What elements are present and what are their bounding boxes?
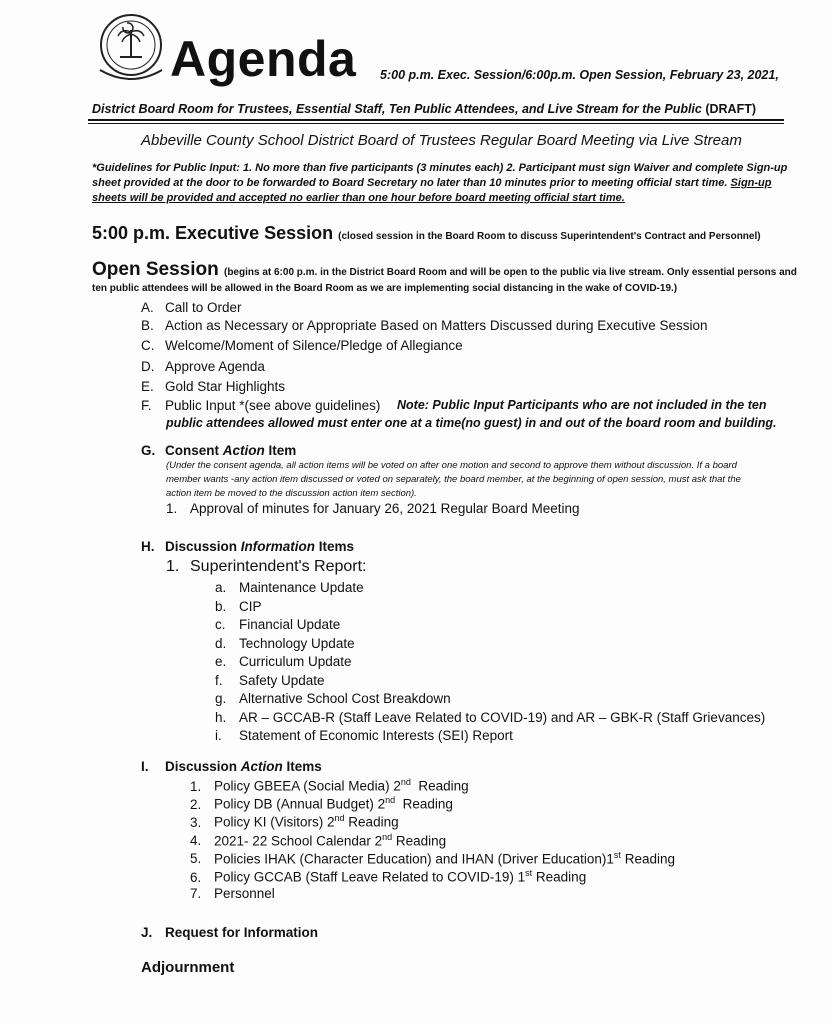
report-item bbox=[215, 654, 352, 669]
action-item-label: Policy KI (Visitors) 2 bbox=[214, 814, 335, 830]
action-item-tail: Reading bbox=[392, 833, 447, 849]
report-item bbox=[215, 636, 355, 651]
agenda-item-label: Public Input *(see above guidelines) bbox=[165, 398, 381, 413]
action-item bbox=[190, 850, 675, 867]
discussion-info-label-pre: Discussion bbox=[165, 539, 241, 554]
meeting-location bbox=[92, 102, 756, 116]
action-item-sup: st bbox=[613, 849, 621, 860]
executive-session-note: (closed session in the Board Room to discuss Superintendent's Contract and Personnel) bbox=[338, 231, 761, 242]
location-text: District Board Room for Trustees, Essential Staff, Ten Public Attendees, and Live Stream for the Public bbox=[92, 102, 702, 116]
report-item-letter: h. bbox=[215, 709, 227, 725]
action-item-sup: nd bbox=[382, 831, 393, 842]
action-item-tail: Reading bbox=[410, 778, 469, 794]
agenda-item bbox=[141, 379, 285, 394]
report-item-letter: c. bbox=[215, 617, 226, 632]
report-item-letter: g. bbox=[215, 691, 227, 706]
draft-label: (DRAFT) bbox=[705, 102, 757, 116]
action-item bbox=[190, 886, 275, 901]
agenda-item-letter: A. bbox=[141, 300, 154, 315]
agenda-item bbox=[141, 398, 380, 413]
agenda-item bbox=[141, 338, 463, 353]
report-item bbox=[215, 710, 765, 725]
agenda-item bbox=[141, 300, 242, 315]
open-session-note-cont: ten public attendees will be allowed in the Board Room as we are implementing social distancing in the wake of COVID-19.) bbox=[92, 283, 678, 294]
action-item-label: 2021- 22 School Calendar 2 bbox=[214, 833, 383, 849]
report-item bbox=[215, 691, 451, 706]
public-input-note-cont: public attendees allowed must enter one at a time(no guest) in and out of the board room and building. bbox=[166, 416, 777, 430]
report-item bbox=[215, 728, 513, 743]
report-item-label: Safety Update bbox=[239, 672, 325, 688]
action-item-tail: Reading bbox=[620, 851, 675, 867]
report-item-label: Alternative School Cost Breakdown bbox=[239, 691, 451, 706]
agenda-item bbox=[141, 318, 708, 333]
consent-item bbox=[166, 501, 579, 516]
agenda-item-letter: F. bbox=[141, 398, 152, 413]
agenda-item-letter: B. bbox=[141, 318, 154, 333]
action-item-num: 3. bbox=[190, 814, 202, 830]
action-item-num: 4. bbox=[190, 833, 202, 849]
report-item-label: Maintenance Update bbox=[239, 580, 364, 595]
discussion-action-letter: I. bbox=[141, 759, 149, 774]
action-item-num: 5. bbox=[190, 851, 202, 867]
report-item bbox=[215, 673, 325, 688]
discussion-info-heading bbox=[141, 539, 354, 554]
action-item bbox=[190, 832, 446, 849]
header-divider bbox=[88, 119, 784, 121]
agenda-item-letter: C. bbox=[141, 338, 155, 353]
action-item-label: Policy GBEEA (Social Media) 2 bbox=[214, 778, 401, 794]
action-item-label: Policy GCCAB (Staff Leave Related to COVID-19) 1 bbox=[214, 869, 526, 885]
agenda-item-label: Action as Necessary or Appropriate Based on Matters Discussed during Executive Session bbox=[165, 318, 708, 333]
report-item bbox=[215, 617, 340, 632]
agenda-item-label: Gold Star Highlights bbox=[165, 379, 286, 394]
district-seal bbox=[94, 10, 168, 84]
action-item bbox=[190, 868, 586, 885]
agenda-item-label: Welcome/Moment of Silence/Pledge of Allegiance bbox=[165, 338, 463, 353]
report-item-letter: f. bbox=[215, 672, 223, 688]
action-item-num: 7. bbox=[190, 886, 202, 902]
executive-session-heading bbox=[92, 223, 761, 244]
action-item-label: Policies IHAK (Character Education) and IHAN (Driver Education)1 bbox=[214, 851, 614, 867]
open-session-heading bbox=[92, 259, 797, 281]
agenda-item bbox=[141, 359, 265, 374]
consent-item-label: Approval of minutes for January 26, 2021 Regular Board Meeting bbox=[190, 501, 580, 516]
report-item-label: Statement of Economic Interests (SEI) Report bbox=[239, 728, 513, 743]
report-item bbox=[215, 599, 262, 614]
open-session-note: (begins at 6:00 p.m. in the District Board Room and will be open to the public via live stream. Only essential persons and bbox=[223, 267, 797, 278]
report-item-letter: b. bbox=[215, 598, 227, 614]
action-item-sup: nd bbox=[385, 795, 396, 806]
request-letter: J. bbox=[141, 925, 153, 940]
consent-label-post: Item bbox=[264, 443, 297, 458]
adjournment-heading: Adjournment bbox=[141, 959, 235, 976]
meeting-title: Abbeville County School District Board of Trustees Regular Board Meeting via Live Stream bbox=[141, 132, 742, 149]
action-item-num: 1. bbox=[190, 778, 202, 794]
discussion-action-heading bbox=[141, 759, 322, 774]
agenda-item-letter: D. bbox=[141, 359, 155, 374]
request-heading bbox=[141, 925, 318, 940]
public-input-note: Note: Public Input Participants who are not included in the ten bbox=[397, 398, 767, 412]
report-item-letter: a. bbox=[215, 580, 227, 595]
consent-note-3: action item be moved to the discussion action item section). bbox=[166, 488, 417, 499]
action-item-num: 6. bbox=[190, 869, 202, 885]
discussion-action-label-pre: Discussion bbox=[165, 759, 241, 774]
discussion-info-letter: H. bbox=[141, 539, 155, 554]
action-item-num: 2. bbox=[190, 796, 202, 812]
action-item-tail: Reading bbox=[532, 869, 587, 885]
header-divider-thin bbox=[88, 123, 784, 124]
executive-session-title: 5:00 p.m. Executive Session bbox=[92, 223, 334, 243]
request-label: Request for Information bbox=[165, 925, 319, 940]
discussion-info-label-post: Items bbox=[315, 539, 355, 554]
public-input-guidelines bbox=[92, 161, 792, 206]
report-item-letter: i. bbox=[215, 728, 222, 743]
consent-heading bbox=[141, 443, 296, 458]
action-item-sup: nd bbox=[400, 777, 411, 787]
action-item-label: Personnel bbox=[214, 886, 275, 902]
superintendent-report-label: Superintendent's Report: bbox=[190, 558, 367, 575]
agenda-item-label: Call to Order bbox=[165, 300, 242, 315]
report-item-letter: d. bbox=[215, 635, 227, 651]
action-item bbox=[190, 813, 399, 830]
open-session-title: Open Session bbox=[92, 259, 219, 280]
report-item-label: AR – GCCAB-R (Staff Leave Related to COVID-19) and AR – GBK-R (Staff Grievances) bbox=[239, 709, 766, 725]
guidelines-underlined-text: Sign-up sheets will be provided and accepted no earlier than one hour before board meeting official start time. bbox=[92, 177, 772, 204]
consent-note-2: member wants -any action item discussed or voted on separately, the board member, at the beginning of open session, must ask that the bbox=[166, 474, 741, 485]
consent-letter: G. bbox=[141, 443, 156, 458]
report-item-letter: e. bbox=[215, 654, 227, 669]
action-item-sup: st bbox=[525, 868, 533, 878]
discussion-info-label-em: Information bbox=[240, 539, 316, 554]
consent-label-em: Action bbox=[222, 443, 265, 458]
action-item-sup: nd bbox=[334, 813, 345, 824]
agenda-item-label: Approve Agenda bbox=[165, 359, 265, 374]
superintendent-report-num: 1. bbox=[166, 558, 180, 575]
superintendent-report-heading bbox=[166, 558, 367, 576]
report-item bbox=[215, 580, 364, 595]
action-item-tail: Reading bbox=[395, 796, 453, 812]
action-item bbox=[190, 777, 469, 794]
agenda-item-letter: E. bbox=[141, 379, 154, 394]
consent-item-num: 1. bbox=[166, 501, 178, 516]
discussion-action-label-em: Action bbox=[240, 759, 283, 774]
action-item-label: Policy DB (Annual Budget) 2 bbox=[214, 796, 386, 812]
report-item-label: Financial Update bbox=[239, 617, 341, 632]
report-item-label: Curriculum Update bbox=[239, 654, 352, 669]
report-item-label: CIP bbox=[239, 598, 262, 614]
action-item-tail: Reading bbox=[344, 814, 399, 830]
action-item bbox=[190, 795, 453, 812]
report-item-label: Technology Update bbox=[239, 635, 355, 651]
guidelines-text: *Guidelines for Public Input: 1. No more than five participants (3 minutes each) 2. Participant must sign Waiver and complete Sign-up sheet provided at the door to be forwarded to Board Secretary no later than 10 minutes prior to meeting official start time. bbox=[92, 162, 788, 189]
page-title: Agenda bbox=[170, 31, 357, 87]
consent-label-pre: Consent bbox=[165, 443, 223, 458]
consent-note-1: (Under the consent agenda, all action items will be voted on after one motion and second to approve them without discussion. If a board bbox=[166, 460, 737, 471]
meeting-time-date: 5:00 p.m. Exec. Session/6:00p.m. Open Session, February 23, 2021, bbox=[380, 68, 779, 82]
discussion-action-label-post: Items bbox=[282, 759, 322, 774]
